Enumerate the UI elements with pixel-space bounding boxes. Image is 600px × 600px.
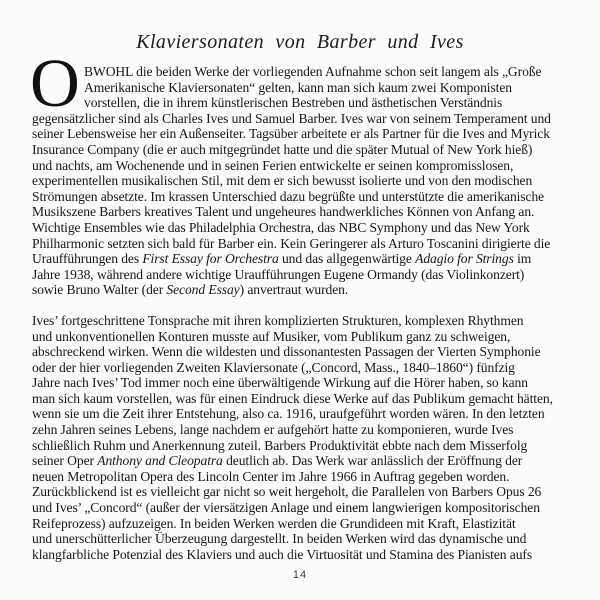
text-run: ) anvertraut wurden.	[239, 282, 349, 298]
text-line	[32, 391, 572, 407]
text-run: und nachts, am Wochenende und in seinen Ferien entwickelte er seinen kompromisslosen,	[32, 157, 514, 173]
text-run: Zurückblickend ist es vielleicht gar nicht so weit hergeholt, die Parallelen von Barbers Opus 26	[32, 484, 542, 500]
text-line	[32, 484, 572, 500]
italic-run: Second Essay	[166, 282, 240, 298]
text-run: man sich kaum vorstellen, was für einen Eindruck diese Werke auf das Publikum gemacht hätten,	[32, 390, 553, 406]
page-number: 14	[292, 569, 308, 581]
text-line	[32, 95, 572, 111]
text-run: klangfarbliche Potenzial des Klaviers und auch die Virtuosität und Stamina des Pianisten aufs	[32, 546, 533, 562]
text-run: experimentellen musikalischen Stil, mit dem er sich bewusst isolierte und von den modischen	[32, 173, 533, 189]
text-line	[32, 360, 572, 376]
text-line	[32, 64, 572, 80]
text-line	[32, 204, 572, 220]
text-line	[32, 158, 572, 174]
text-line	[32, 126, 572, 142]
body-text	[30, 45, 572, 562]
italic-run: Anthony and Cleopatra	[97, 453, 223, 469]
text-line	[32, 80, 572, 96]
text-run: und das allgegenwärtige	[278, 251, 416, 267]
text-line	[32, 173, 572, 189]
text-run: deutlich ab. Das Werk war anlässlich der Eröffnung der	[222, 453, 523, 469]
text-run: Insurance Company (die er auch mitgegründet hatte und die später Mutual of New York hieß)	[32, 141, 533, 157]
text-run: Wichtige Ensembles wie das Philadelphia Orchestra, das NBC Symphony und das New York	[32, 219, 530, 235]
text-line	[32, 547, 572, 563]
text-run: Strömungen absetzte. Im krassen Unterschied dazu begrüßte und unterstützte die amerikanische	[32, 188, 545, 204]
text-line	[32, 531, 572, 547]
text-line	[32, 500, 572, 516]
text-line	[32, 220, 572, 236]
page-title: Klaviersonaten von Barber und Ives	[136, 31, 464, 53]
text-line	[32, 282, 572, 298]
text-line	[32, 142, 572, 158]
text-run: vorstellen, die in ihrem künstlerischen Bestreben und ästhetischen Verständnis	[84, 95, 503, 111]
text-line	[32, 236, 572, 252]
text-run: schließlich Ruhm und Anerkennung zuteil. Barbers Produktivität ebbte nach dem Misserfolg	[32, 437, 528, 453]
text-run: und Ives’ „Concord“ (außer der viersätzigen Anlage und einem langwierigen kompositorischen	[32, 500, 540, 516]
text-line	[32, 375, 572, 391]
paragraph	[32, 313, 572, 563]
text-line	[32, 469, 572, 485]
text-run: Ives’ fortgeschrittene Tonsprache mit ihren komplizierten Strukturen, komplexen Rhythmen	[32, 312, 524, 328]
text-run: zehn Jahren seines Lebens, lange nachdem er aufgehört hatte zu komponieren, wurde Ives	[32, 422, 514, 438]
text-run: seiner Oper	[32, 453, 98, 469]
text-run: abschreckend wirken. Wenn die wildesten und dissonantesten Passagen der Vierten Symphonie	[32, 344, 541, 360]
text-run: neuen Metropolitan Opera des Lincoln Center im Jahre 1966 in Auftrag gegeben worden.	[32, 468, 510, 484]
text-run: Jahre 1938, während andere wichtige Uraufführungen Eugene Ormandy (das Violinkonzert)	[32, 266, 525, 282]
text-line	[32, 267, 572, 283]
text-run: oder der hier vorliegenden Zweiten Klaviersonate („Concord, Mass., 1840–1860“) fünfzig	[32, 359, 515, 375]
text-line	[32, 329, 572, 345]
text-run: gegensätzlicher sind als Charles Ives und Samuel Barber. Ives war von seinem Temperament und	[32, 110, 551, 126]
text-line	[32, 438, 572, 454]
text-line	[32, 516, 572, 532]
text-run: BWOHL die beiden Werke der vorliegenden Aufnahme schon seit langem als „Große	[84, 64, 542, 79]
text-line	[32, 344, 572, 360]
text-line	[32, 406, 572, 422]
text-run: seiner Lebensweise her ein Außenseiter. Tagsüber arbeitete er als Partner für die Ives and Myrick	[32, 126, 550, 142]
text-run: wenn sie um die Zeit ihrer Entstehung, also ca. 1916, uraufgeführt worden wären. In den letzten	[32, 406, 545, 422]
text-run: sowie Bruno Walter (der	[32, 282, 167, 298]
text-run: und unkonventionellen Konturen musste auf Musiker, vom Publikum ganz zu schweigen,	[32, 328, 511, 344]
text-run: Uraufführungen des	[32, 251, 143, 267]
text-line	[32, 313, 572, 329]
paragraph	[32, 64, 572, 298]
text-run: Amerikanische Klaviersonaten“ gelten, kann man sich kaum zwei Komponisten	[84, 79, 512, 95]
text-run: und unerschütterlicher Überzeugung dargestellt. In beiden Werken wird das dynamische und	[32, 531, 527, 547]
text-line	[32, 189, 572, 205]
text-line	[32, 251, 572, 267]
text-run: Jahre nach Ives’ Tod immer noch eine überwältigende Wirkung auf die Hörer haben, so kann	[32, 375, 528, 391]
italic-run: Adagio for Strings	[415, 251, 514, 267]
text-run: Reifeprozess) aufzuzeigen. In beiden Werken werden die Grundideen mit Kraft, Elastizität	[32, 515, 516, 531]
text-run: im	[513, 251, 532, 267]
italic-run: First Essay for Orchestra	[142, 251, 279, 267]
drop-cap: O	[30, 45, 80, 121]
text-line	[32, 422, 572, 438]
text-run: Philharmonic setzten sich bald für Barber ein. Kein Geringerer als Arturo Toscanini dirigierte die	[32, 235, 551, 251]
text-line	[32, 453, 572, 469]
text-line	[32, 111, 572, 127]
text-run: Musikszene Barbers kreatives Talent und ungeheures handwerkliches Können von Anfang an.	[32, 204, 535, 220]
